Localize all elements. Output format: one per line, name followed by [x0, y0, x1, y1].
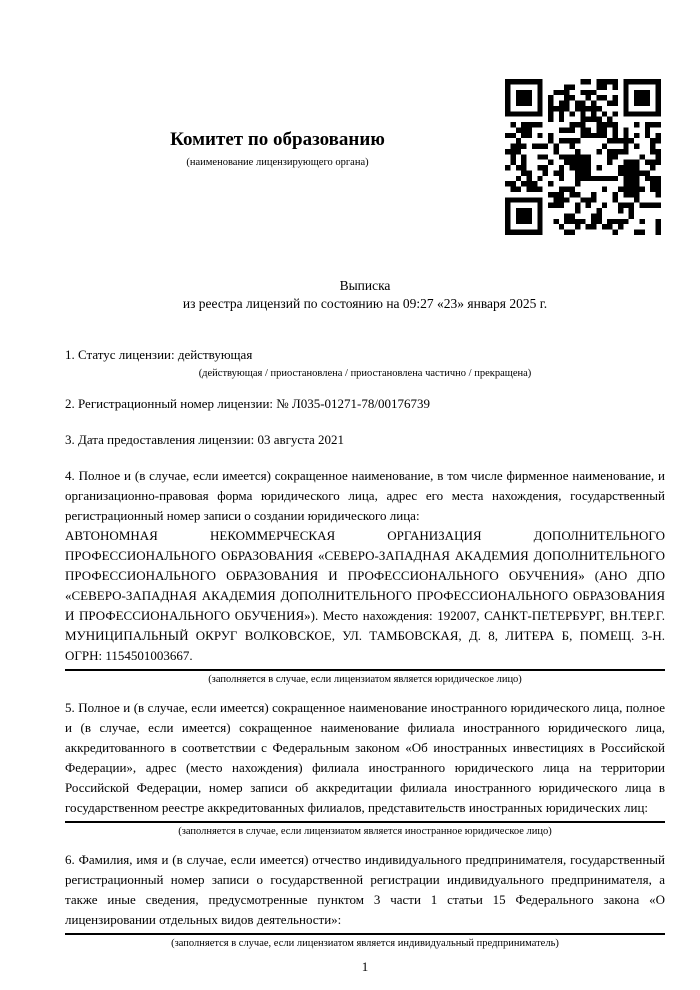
document-body: [65, 345, 665, 977]
document-title-line1: Выписка: [339, 278, 391, 293]
legal-entity-heading: 4. Полное и (в случае, если имеется) сокращенное наименование, в том числе фирменное наименование, и организационно-правовая форма юридического лица, адрес его места нахождения, государственный регистрационный номер записи о создании юридического лица:: [65, 468, 665, 523]
legal-entity-value: АВТОНОМНАЯ НЕКОММЕРЧЕСКАЯ ОРГАНИЗАЦИЯ ДОПОЛНИТЕЛЬНОГО ПРОФЕССИОНАЛЬНОГО ОБРАЗОВАНИЯ «СЕВЕРО-ЗАПАДНАЯ АКАДЕМИЯ ДОПОЛНИТЕЛЬНОГО ПРОФЕССИОНАЛЬНОГО ОБРАЗОВАНИЯ И ПРОФЕССИОНАЛЬНОГО ОБУЧЕНИЯ» (АНО ДПО «СЕВЕРО-ЗАПАДНАЯ АКАДЕМИЯ ДОПОЛНИТЕЛЬНОГО ПРОФЕССИОНАЛЬНОГО ОБРАЗОВАНИЯ И ПРОФЕССИОНАЛЬНОГО ОБУЧЕНИЯ»). Место нахождения: 192007, САНКТ-ПЕТЕРБУРГ, ВН.ТЕР.Г. МУНИЦИПАЛЬНЫЙ ОКРУГ ВОЛКОВСКОЕ, УЛ. ТАМБОВСКАЯ, Д. 8, ЛИТЕРА Б, ПОМЕЩ. 3-Н. ОГРН: 1154501003667.: [65, 528, 665, 663]
licensing-authority-block: [65, 128, 490, 168]
foreign-entity-heading: 5. Полное и (в случае, если имеется) сокращенное наименование иностранного юридического лица, полное и (в случае, если имеется) сокращенное наименование филиала иностранного юридического лица, аккредитованного в соответствии с Федеральным законом «Об иностранных инвестициях в Российской Федерации», адрес (место нахождения) филиала иностранного юридического лица на территории Российской Федерации, номер записи об аккредитации филиала иностранного юридического лица в государственном реестре аккредитованных филиалов, представительств иностранных юридических лиц:: [65, 700, 665, 815]
registration-number-line: 2. Регистрационный номер лицензии: № Л035-01271-78/00176739: [65, 396, 431, 411]
entrepreneur-note: (заполняется в случае, если лицензиатом является индивидуальный предприниматель): [171, 938, 559, 949]
entrepreneur-heading: 6. Фамилия, имя и (в случае, если имеется) отчество индивидуального предпринимателя, государственный регистрационный номер записи о государственной регистрации индивидуального предпринимателя, а также иные сведения, предусмотренные пунктом 3 части 1 статьи 15 Федерального закона «О лицензировании отдельных видов деятельности»:: [65, 852, 665, 927]
entrepreneur-rule: [65, 933, 665, 935]
legal-entity-rule: [65, 669, 665, 671]
qr-code: [505, 79, 661, 235]
page-number: 1: [361, 959, 369, 974]
licensing-authority-name: Комитет по образованию: [170, 129, 385, 150]
license-status-line: 1. Статус лицензии: действующая: [65, 347, 253, 362]
legal-entity-note: (заполняется в случае, если лицензиатом является юридическое лицо): [208, 674, 522, 685]
document-title-line2: из реестра лицензий по состоянию на 09:27 «23» января 2025 г.: [182, 296, 548, 311]
foreign-entity-rule: [65, 821, 665, 823]
document-title: [65, 277, 665, 313]
licensing-authority-caption: (наименование лицензирующего органа): [186, 157, 369, 168]
license-status-note: (действующая / приостановлена / приостановлена частично / прекращена): [198, 368, 532, 379]
foreign-entity-note: (заполняется в случае, если лицензиатом является иностранное юридическое лицо): [178, 826, 552, 837]
license-grant-date-line: 3. Дата предоставления лицензии: 03 августа 2021: [65, 432, 345, 447]
